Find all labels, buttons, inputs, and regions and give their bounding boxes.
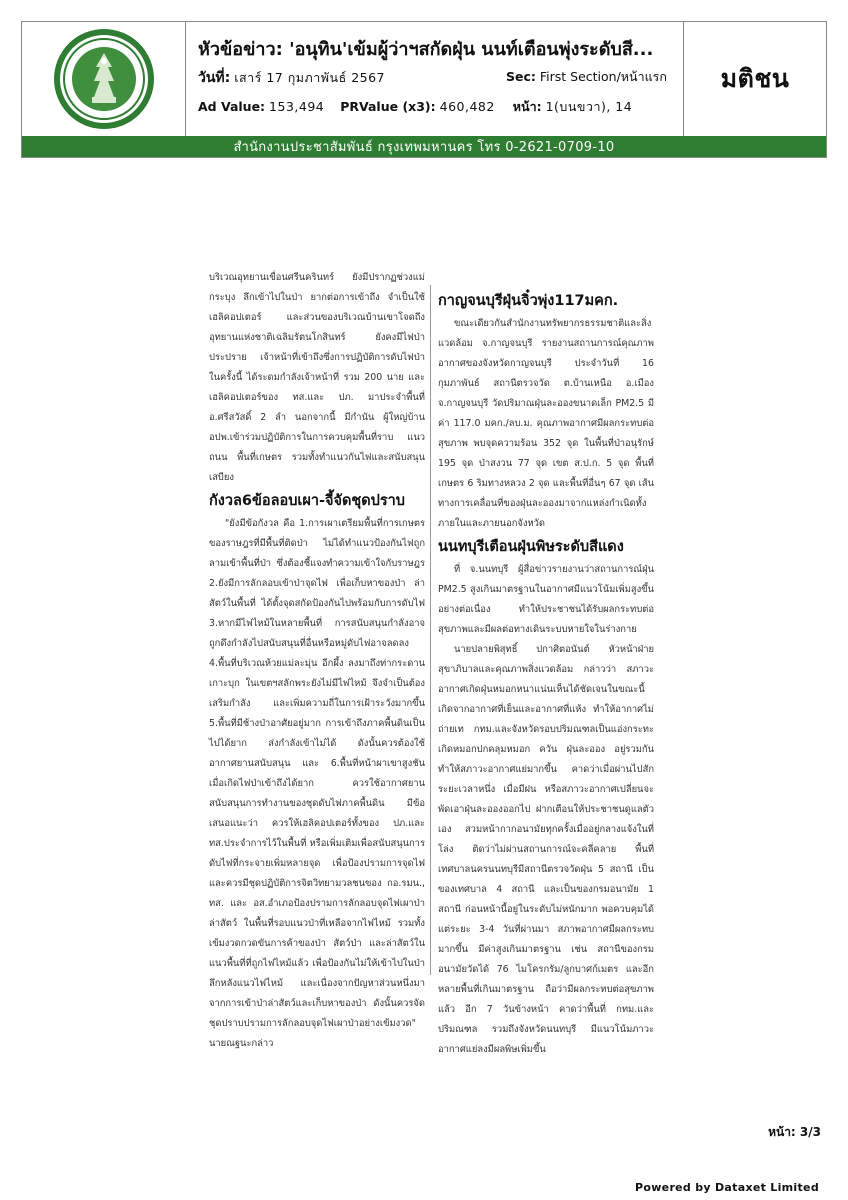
date-value: เสาร์ 17 กุมภาพันธ์ 2567 bbox=[234, 70, 386, 85]
page-number: หน้า: 3/3 bbox=[768, 1125, 821, 1139]
clipping-header bbox=[21, 21, 827, 158]
meta-block bbox=[186, 22, 684, 136]
paragraph: นายปลายพิสุทธิ์ ปกาศิตอนันต์ หัวหน้าฝ่ายสุขาภิบาลและคุณภาพสิ่งแวดล้อม กล่าวว่า สภาวะอากาศเกิดฝุ่นหมอกหนาแน่นเห็นได้ชัดเจนในขณะนี้ เกิดจากอากาศที่เย็นและอากาศที่แห้ง ทำให้อากาศไม่ถ่ายเท กทม.และจังหวัดรอบปริมณฑลเป็นแอ่งกระทะ เกิดหมอกปกคลุมหมอก ควัน ฝุ่นละออง อยู่รวมกันทำให้สภาวะอากาศแย่มากขึ้น คาดว่าเมื่อผ่านไปสักระยะเวลาหนึ่ง เมื่อมีฝน หรือสภาวะอากาศเปลี่ยนจะพัดเอาฝุ่นละอองออกไป ฝากเตือนให้ประชาชนดูแลตัวเอง สวมหน้ากากอนามัยทุกครั้งเมื่ออยู่กลางแจ้งในที่โล่ง ติดว่าไม่ผ่านสถานการณ์จะคลี่คลาย พื้นที่เทศบาลนครนนทบุรีมีสถานีตรวจวัดฝุ่น 5 สถานี เป็นของเทศบาล 4 สถานี และเป็นของกรมอนามัย 1 สถานี ก่อนหน้านี้อยู่ในระดับไม่หนักมาก พอควบคุมได้ แต่ระยะ 3-4 วันที่ผ่านมา สภาพอากาศมีผลกระทบมากขึ้น มีค่าสูงเกินมาตรฐาน เช่น สถานีของกรมอนามัยวัดได้ 76 ไมโครกรัม/ลูกบาศก์เมตร และอีกหลายพื้นที่เกินมาตรฐาน ถือว่ามีผลกระทบต่อสุขภาพแล้ว อีก 7 วันข้างหน้า คาดว่าพื้นที่ กทม.และปริมณฑล รวมถึงจังหวัดนนทบุรี มีแนวโน้มภาวะอากาศแย่ลงมีผลพิษเพิ่มขึ้น bbox=[438, 644, 654, 1055]
subheading: นนทบุรีเตือนฝุ่นพิษระดับสีแดง bbox=[438, 539, 624, 555]
publisher-name: มติชน bbox=[720, 64, 790, 93]
paragraph: ขณะเดียวกันสำนักงานทรัพยากรธรรมชาติและสิ่งแวดล้อม จ.กาญจนบุรี รายงานสถานการณ์คุณภาพอากาศของจังหวัดกาญจนบุรี ประจำวันที่ 16 กุมภาพันธ์ สถานีตรวจวัด ต.บ้านเหนือ อ.เมือง จ.กาญจนบุรี วัดปริมาณฝุ่นละอองขนาดเล็ก PM2.5 มีค่า 117.0 มคก./ลบ.ม. คุณภาพอากาศมีผลกระทบต่อสุขภาพ พบจุดความร้อน 352 จุด ในพื้นที่ป่าอนุรักษ์ 195 จุด ป่าสงวน 77 จุด เขต ส.ป.ก. 5 จุด พื้นที่เกษตร 6 ริมทางหลวง 2 จุด และพื้นที่อื่นๆ 67 จุด เส้นทางการเคลื่อนที่ของฝุ่นละอองมาจากแหล่งกำเนิดทั้งภายในและภายนอกจังหวัด bbox=[438, 318, 654, 529]
pr-value: 460,482 bbox=[439, 99, 495, 114]
paragraph: "ยังมีข้อกังวล คือ 1.การเผาเตรียมพื้นที่การเกษตรของราษฎรที่มีพื้นที่ติดป่า ไม่ได้ทำแนวป้องกันไฟถูกลามเข้าพื้นที่ป่า ซึ่งต้องชี้แจงทำความเข้าใจกับราษฎร 2.ยังมีการลักลอบเข้าป่าจุดไฟ เพื่อเก็บหาของป่า ล่าสัตว์ในพื้นที่ ได้ตั้งจุดสกัดป้องกันไปพร้อมกับการดับไฟ 3.หากมีไฟไหม้ในหลายพื้นที่ การสนับสนุนกำลังอาจถูกดึงกำลังไปสนับสนุนที่อื่นหรือหมู่ดับไฟอาจลดลง 4.พื้นที่บริเวณห้วยแม่ละมุ่น อีกผึ้ง ลงมาถึงท่ากระดาน เกาะบุก ในเขตฯสลักพระยังไม่มีไฟไหม้ จึงจำเป็นต้องเสริมกำลัง และเพิ่มความถี่ในการเฝ้าระวังมากขึ้น 5.พื้นที่มีช้างป่าอาศัยอยู่มาก การเข้าถึงภาคพื้นดินเป็นไปได้ยาก ส่งกำลังเข้าไม่ได้ ดังนั้นควรต้องใช้อากาศยานสนับสนุน และ 6.พื้นที่หน้าผาเขาสูงชัน เมื่อเกิดไฟป่าเข้าถึงได้ยาก ควรใช้อากาศยานสนับสนุนการทำงานของชุดดับไฟภาคพื้นดิน มีข้อเสนอแนะว่า ควรให้เฮลิคอปเตอร์ทั้งของ ปภ.และ ทส.ประจำการไว้ในพื้นที่ หรือเพิ่มเติมเพื่อสนับสนุนการดับไฟที่กระจายเพิ่มหลายจุด เพื่อป้องปรามการจุดไฟ และควรมีชุดปฏิบัติการจิตวิทยามวลชนของ กอ.รมน., ทส. และ อส.อำเภอป้องปรามการลักลอบจุดไฟเผาป่า ล่าสัตว์ ในพื้นที่รอบแนวป่าที่เหลือจากไฟไหม้ รวมทั้งเข้มงวดกวดขันการค้าของป่า สัตว์ป่า และล่าสัตว์ในแนวพื้นที่ที่ถูกไฟไหม้แล้ว เพื่อป้องกันไม่ให้เข้าไปในป่าลึกหลังแนวไฟไหม้ และเนื่องจากปัญหาส่วนหนึ่งมาจากการเข้าป่าล่าสัตว์และเก็บหาของป่า ดังนั้นควรจัดชุดปราบปรามการลักลอบจุดไฟเผาป่าอย่างเข้มงวด" นายณฐนะกล่าว bbox=[209, 518, 425, 1049]
publisher-logo bbox=[684, 22, 826, 136]
headline-label: หัวข้อข่าว: bbox=[198, 39, 283, 60]
section-label: Sec: bbox=[506, 69, 536, 84]
section-row bbox=[506, 67, 667, 87]
section-value: First Section/หน้าแรก bbox=[539, 69, 667, 84]
subheading: กังวล6ข้อลอบเผา-จี้จัดชุดปราบ bbox=[209, 493, 406, 509]
bangkok-seal-icon bbox=[52, 27, 156, 131]
page-label: หน้า: bbox=[512, 99, 542, 114]
agency-banner bbox=[22, 136, 826, 157]
value-row bbox=[198, 97, 632, 117]
agency-banner-text: สำนักงานประชาสัมพันธ์ กรุงเทพมหานคร โทร 0-2621-0709-10 bbox=[233, 140, 615, 155]
article-column-right bbox=[438, 288, 654, 1060]
date-row bbox=[198, 67, 385, 89]
headline bbox=[198, 34, 678, 63]
pr-value-label: PRValue (x3): bbox=[340, 99, 436, 114]
subheading: กาญจนบุรีฝุ่นจิ๋วพุ่ง117มคก. bbox=[438, 293, 619, 309]
paragraph: บริเวณอุทยานเขื่อนศรีนครินทร์ ยังมีปรากฏช่วงแม่กระบุง ลึกเข้าไปในป่า ยากต่อการเข้าถึง จำเป็นใช้เฮลิคอปเตอร์ และส่วนของบริเวณบ้านเขาโจดถึงอุทยานแห่งชาติเฉลิมรัตนโกสินทร์ ยังคงมีไฟป่าประปราย เจ้าหน้าที่เข้าถึงซึ่งการปฏิบัติการดับไฟป่าในครั้งนี้ ได้ระดมกำลังเจ้าหน้าที่ รวม 200 นาย และเฮลิคอปเตอร์ของ ทส.และ ปภ. มาประจำพื้นที่ อ.ศรีสวัสดิ์ 2 ลำ นอกจากนี้ มีกำนัน ผู้ใหญ่บ้าน อปพ.เข้าร่วมปฏิบัติการในการควบคุมพื้นที่ราบ แนวถนน พื้นที่เกษตร รวมทั้งทำแนวกันไฟและสนับสนุนเสบียง bbox=[209, 272, 425, 483]
ad-value-label: Ad Value: bbox=[198, 99, 266, 114]
page-value: 1(บนขวา), 14 bbox=[545, 99, 633, 114]
seal-area bbox=[22, 22, 186, 136]
date-label: วันที่: bbox=[198, 70, 231, 86]
ad-value: 153,494 bbox=[269, 99, 325, 114]
column-divider bbox=[430, 285, 431, 975]
article-column-left bbox=[209, 268, 425, 1054]
headline-value: 'อนุทิน'เข้มผู้ว่าฯสกัดฝุ่น นนท์เตือนพุ่งระดับสี... bbox=[289, 39, 654, 60]
powered-by: Powered by Dataxet Limited bbox=[635, 1181, 819, 1194]
paragraph: ที่ จ.นนทบุรี ผู้สื่อข่าวรายงานว่าสถานการณ์ฝุ่น PM2.5 สูงเกินมาตรฐานในอากาศมีแนวโน้มเพิ่มสูงขึ้นอย่างต่อเนื่อง ทำให้ประชาชนได้รับผลกระทบต่อสุขภาพและมีผลต่อทางเดินระบบหายใจในร่างกาย bbox=[438, 564, 654, 635]
